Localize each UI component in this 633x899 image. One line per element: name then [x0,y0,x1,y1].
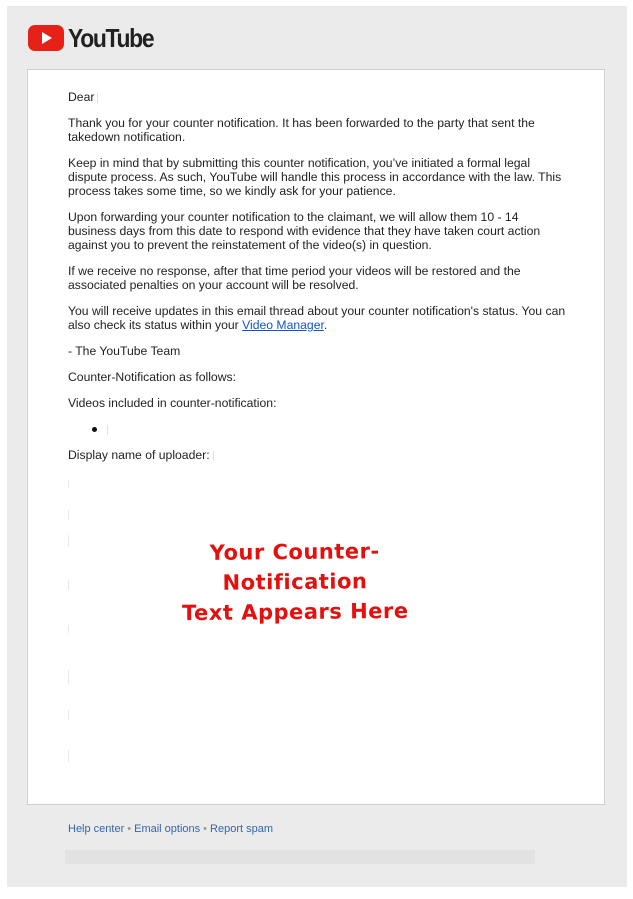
video-list-item [92,422,568,436]
paragraph-5-text: You will receive updates in this email thread about your counter notification's status. You can also check its status within your [68,304,566,332]
counter-notification-label: Counter-Notification as follows: [68,370,236,384]
overlay-line-1: Your Counter-Notification [209,539,380,595]
uploader-label: Display name of uploader: [68,448,210,462]
bullet-icon [92,427,97,432]
redacted-notification-text [68,480,70,780]
redacted-uploader [213,451,214,461]
redacted-name [97,93,98,103]
youtube-logo[interactable] [28,24,165,52]
help-center-link[interactable]: Help center [68,823,125,835]
email-body [68,90,568,474]
email-footer [68,823,273,835]
greeting-line [68,90,568,104]
video-manager-link[interactable]: Video Manager [242,318,324,332]
paragraph-5 [68,304,568,332]
paragraph-5-end: . [323,318,328,332]
paragraph-2: Keep in mind that by submitting this counter notification, you’ve initiated a formal legal dispute process. As such, YouTube will handle this process in accordance with the law. This process takes some time, so we kindly ask for your patience. [68,156,562,198]
logo-text: YouTube [68,23,154,53]
counter-notification-overlay [140,535,451,628]
paragraph-3: Upon forwarding your counter notification to the claimant, we will allow them 10 - 14 business days from this date to respond with evidence that they have taken court action against you to prevent the reinstatement of the video(s) in question. [68,210,541,252]
report-spam-link[interactable]: Report spam [210,823,274,835]
footer-separator: • [203,823,208,835]
footer-separator: • [127,823,132,835]
redacted-footer-address [65,850,535,864]
paragraph-1: Thank you for your counter notification. It has been forwarded to the party that sent the takedown notification. [68,116,535,144]
email-card [27,69,605,805]
uploader-label-line [68,448,568,462]
redacted-video [107,425,108,435]
play-icon [28,25,64,51]
signoff: - The YouTube Team [68,344,181,358]
paragraph-4: If we receive no response, after that time period your videos will be restored and the associated penalties on your account will be resolved. [68,264,521,292]
videos-label: Videos included in counter-notification: [68,396,277,410]
overlay-line-2: Text Appears Here [181,598,409,626]
greeting: Dear [68,90,95,104]
email-options-link[interactable]: Email options [134,823,201,835]
